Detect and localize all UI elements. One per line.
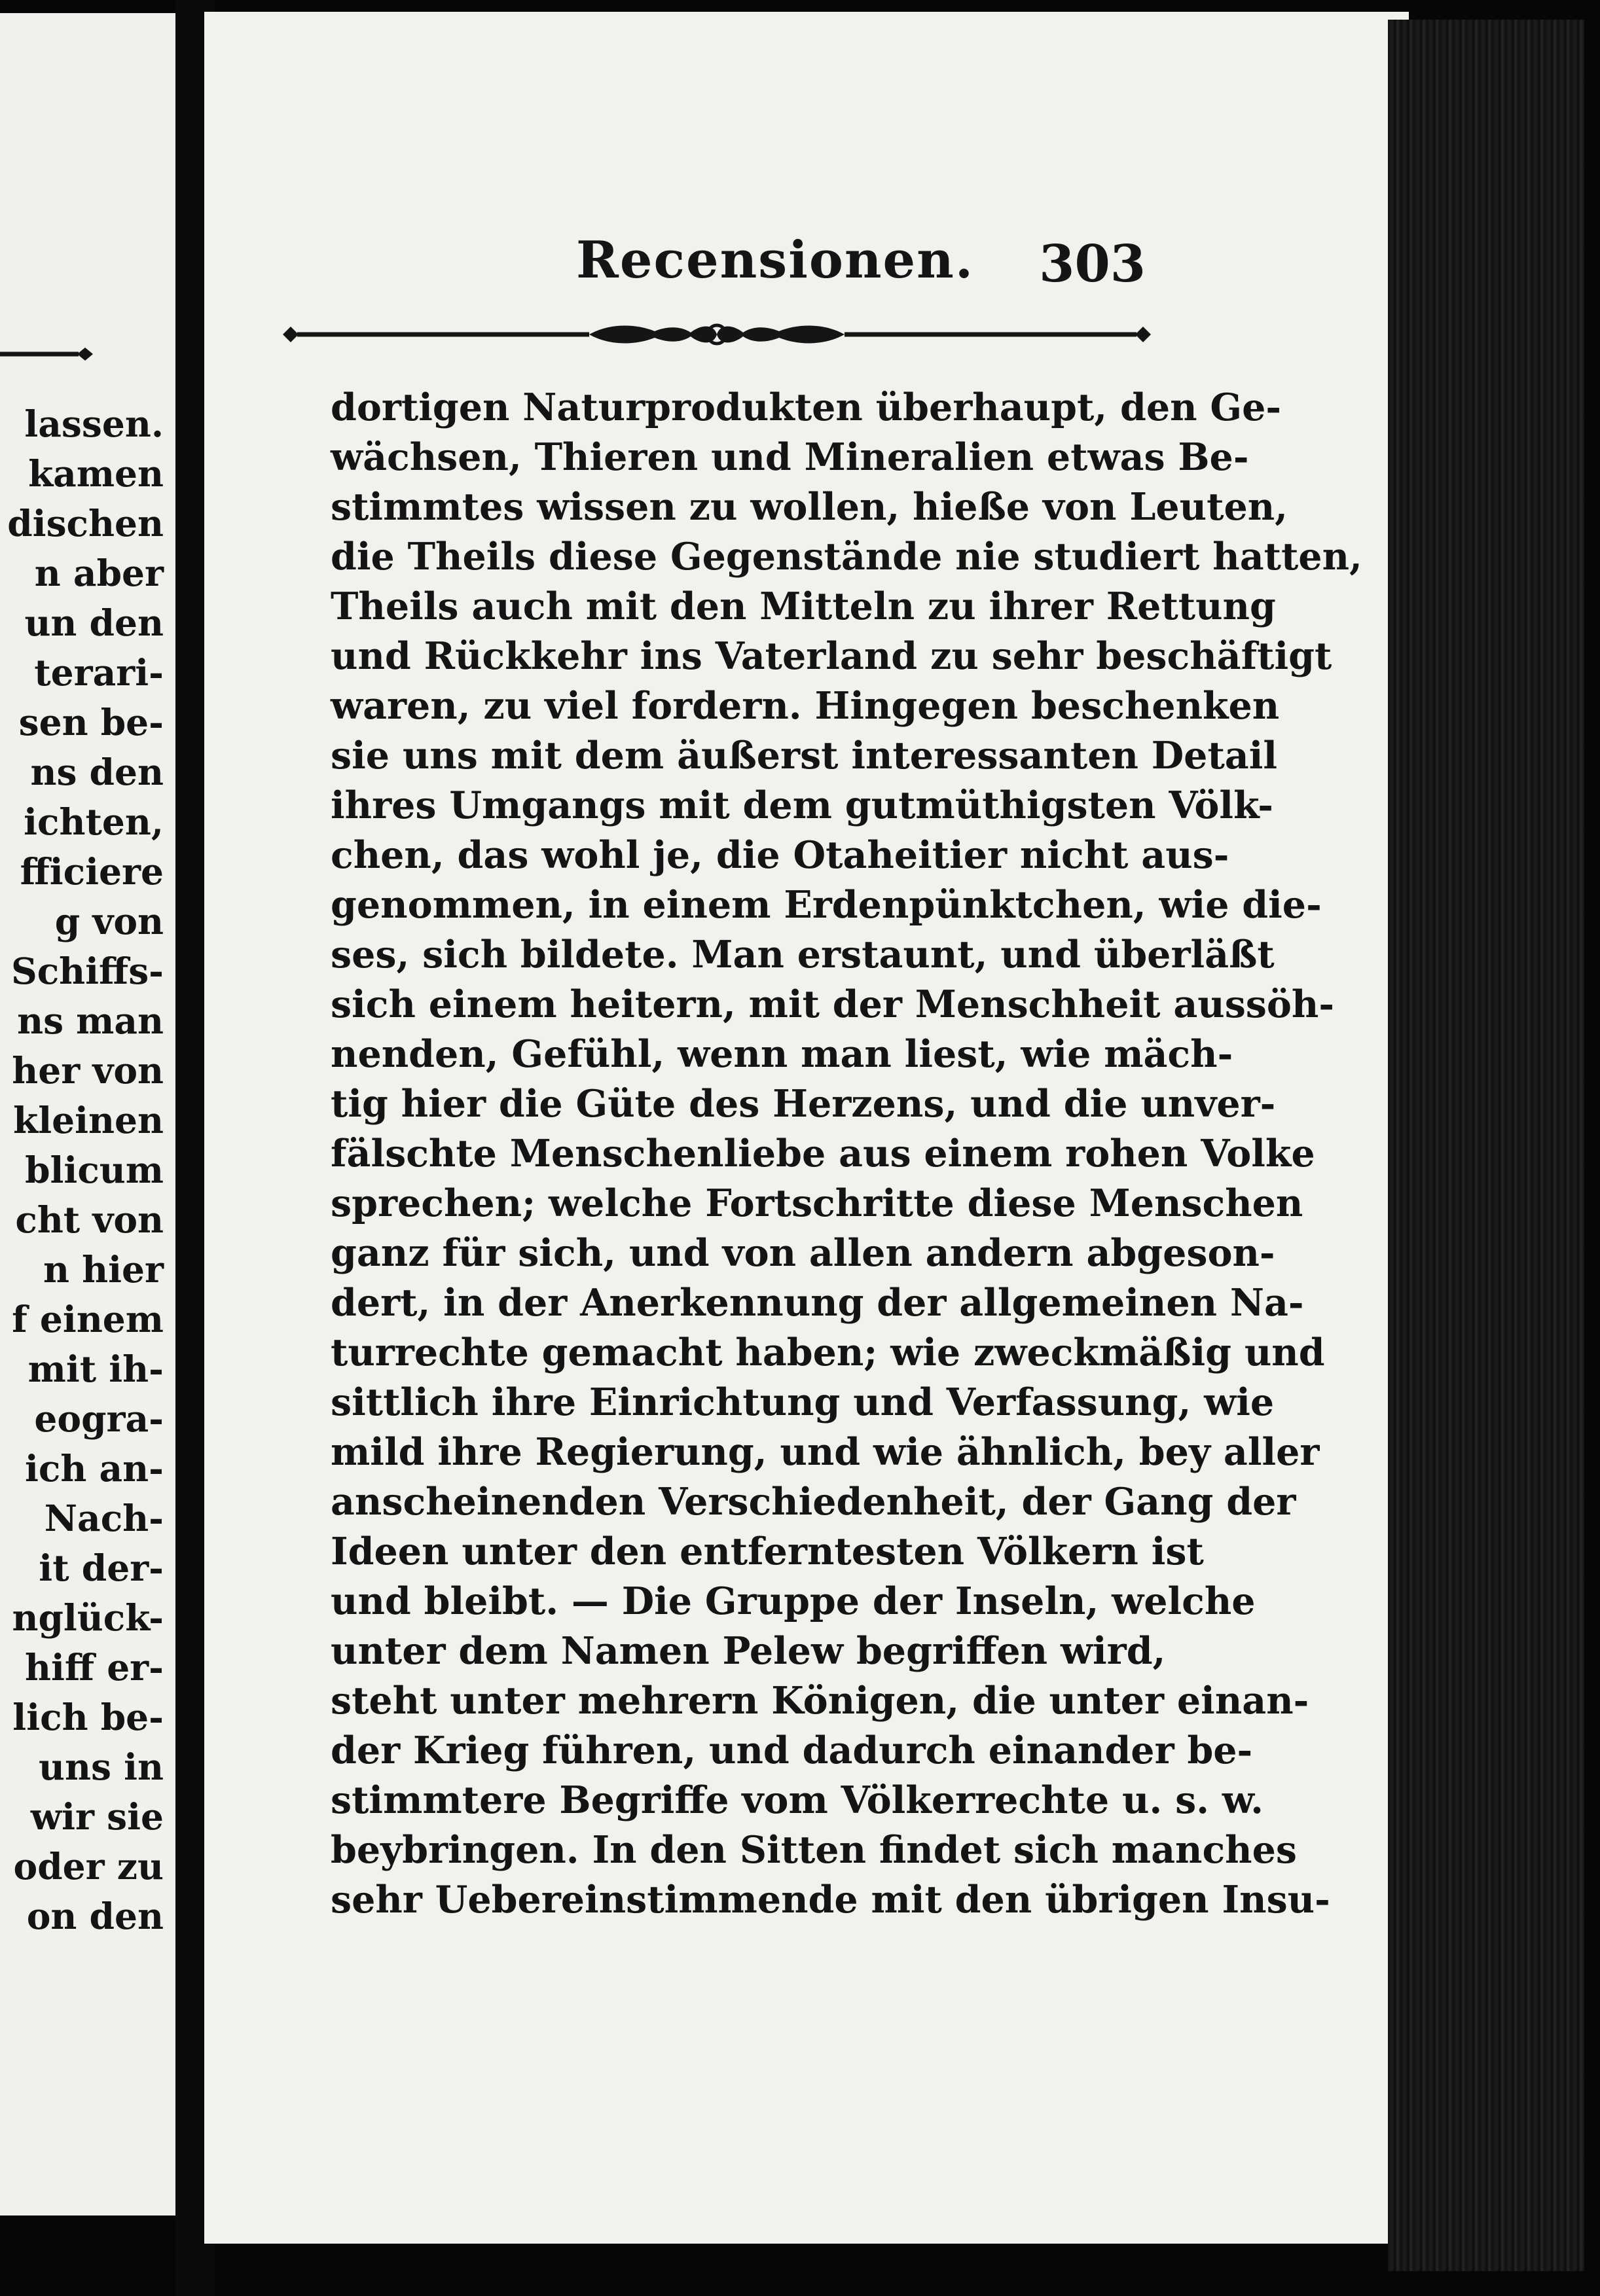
text-line: tig hier die Güte des Herzens, und die unver- xyxy=(331,1082,1276,1126)
left-page-line-fragment: uns in xyxy=(39,1746,164,1788)
left-header-rule-ornament xyxy=(0,344,98,364)
left-page-line-fragment: n hier xyxy=(43,1248,164,1291)
left-page-line-fragment: sen be- xyxy=(18,701,164,744)
text-line: beybringen. In den Sitten findet sich manches xyxy=(331,1828,1297,1872)
left-page-line-fragment: eogra- xyxy=(34,1397,164,1440)
left-page-line-fragment: wir sie xyxy=(30,1795,164,1838)
left-page-line-fragment: nglück- xyxy=(12,1596,164,1639)
text-line: sittlich ihre Einrichtung und Verfassung, wie xyxy=(331,1380,1275,1424)
text-line: mild ihre Regierung, und wie ähnlich, bey aller xyxy=(331,1430,1320,1474)
text-line: der Krieg führen, und dadurch einander be- xyxy=(331,1729,1253,1772)
left-page-line-fragment: on den xyxy=(26,1895,164,1937)
text-line: fälschte Menschenliebe aus einem rohen Volke xyxy=(331,1132,1315,1175)
left-page-line-fragment: ns den xyxy=(30,751,164,793)
left-page-line-fragment: mit ih- xyxy=(27,1348,164,1390)
body-text-column xyxy=(331,383,1362,1925)
text-line: und Rückkehr ins Vaterland zu sehr beschäftigt xyxy=(331,634,1332,678)
left-page-line-fragment: cht von xyxy=(15,1198,164,1241)
left-page-line-fragment: oder zu xyxy=(13,1845,164,1888)
page-header xyxy=(563,230,1152,302)
text-line: wächsen, Thieren und Mineralien etwas Be- xyxy=(331,435,1249,479)
left-page xyxy=(0,13,175,2215)
left-page-line-fragment: Schiffs- xyxy=(10,950,164,992)
left-page-line-fragment: it der- xyxy=(39,1547,164,1589)
text-line: dert, in der Anerkennung der allgemeinen Na- xyxy=(331,1281,1304,1325)
text-line: steht unter mehrern Königen, die unter einan- xyxy=(331,1679,1309,1723)
left-page-line-fragment: hiff er- xyxy=(25,1646,164,1689)
left-page-line-fragment: ich an- xyxy=(25,1447,164,1490)
left-page-line-fragment: kleinen xyxy=(13,1099,164,1141)
text-line: stimmtes wissen zu wollen, hieße von Leuten, xyxy=(331,485,1288,529)
left-page-text-column xyxy=(0,399,164,1941)
text-line: dortigen Naturprodukten überhaupt, den Ge- xyxy=(331,386,1281,429)
text-line: waren, zu viel fordern. Hingegen beschenken xyxy=(331,684,1280,728)
text-line: sie uns mit dem äußerst interessanten Detail xyxy=(331,734,1278,778)
text-line: sich einem heitern, mit der Menschheit aussöh- xyxy=(331,982,1335,1026)
left-page-line-fragment: g von xyxy=(54,900,164,942)
left-page-line-fragment: kamen xyxy=(28,452,164,495)
text-line: chen, das wohl je, die Otaheitier nicht aus- xyxy=(331,833,1229,877)
left-page-line-fragment: ns man xyxy=(17,999,164,1042)
left-page-line-fragment: dischen xyxy=(7,502,164,545)
left-page-line-fragment: f einem xyxy=(12,1298,164,1340)
left-page-line-fragment: her von xyxy=(12,1049,164,1092)
page-number: 303 xyxy=(1039,234,1146,294)
text-line: stimmtere Begriffe vom Völkerrechte u. s. w. xyxy=(331,1778,1264,1822)
text-line: Theils auch mit den Mitteln zu ihrer Rettung xyxy=(331,584,1276,628)
left-page-line-fragment: Nach- xyxy=(44,1497,164,1539)
left-page-line-fragment: un den xyxy=(24,601,164,644)
text-line: unter dem Namen Pelew begriffen wird, xyxy=(331,1629,1166,1673)
text-line: die Theils diese Gegenstände nie studiert hatten, xyxy=(331,535,1362,579)
running-title: Recensionen. xyxy=(576,230,975,290)
text-line: sehr Uebereinstimmende mit den übrigen Insu- xyxy=(331,1878,1330,1922)
text-line: ses, sich bildete. Man erstaunt, und überläßt xyxy=(331,933,1275,977)
left-page-line-fragment: fficiere xyxy=(20,850,164,893)
text-line: ganz für sich, und von allen andern abgeson- xyxy=(331,1231,1275,1275)
left-page-line-fragment: lassen. xyxy=(24,403,164,445)
text-line: turrechte gemacht haben; wie zweckmäßig und xyxy=(331,1331,1325,1374)
header-rule-ornament xyxy=(282,319,1152,350)
left-page-line-fragment: n aber xyxy=(34,552,164,594)
text-line: nenden, Gefühl, wenn man liest, wie mäch- xyxy=(331,1032,1233,1076)
left-page-line-fragment: lich be- xyxy=(12,1696,164,1738)
text-line: sprechen; welche Fortschritte diese Menschen xyxy=(331,1181,1303,1225)
text-line: genommen, in einem Erdenpünktchen, wie die- xyxy=(331,883,1322,927)
text-line: ihres Umgangs mit dem gutmüthigsten Völk- xyxy=(331,783,1273,827)
left-page-line-fragment: blicum xyxy=(25,1149,164,1191)
text-line: Ideen unter den entferntesten Völkern ist xyxy=(331,1530,1204,1573)
text-line: und bleibt. — Die Gruppe der Inseln, welche xyxy=(331,1579,1256,1623)
left-page-line-fragment: terari- xyxy=(34,651,164,694)
page-fore-edge xyxy=(1388,20,1584,2271)
left-page-line-fragment: ichten, xyxy=(24,800,164,843)
text-line: anscheinenden Verschiedenheit, der Gang der xyxy=(331,1480,1296,1524)
